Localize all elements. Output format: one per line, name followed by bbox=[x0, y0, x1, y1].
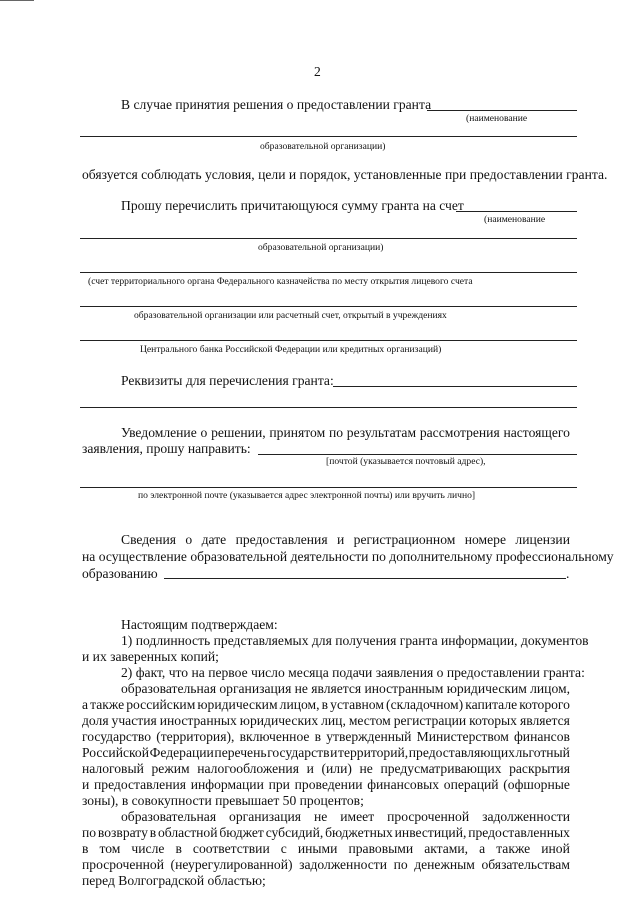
word: дате bbox=[201, 532, 227, 547]
caption-central-bank: Центрального банка Российской Федерации или кредитных организаций) bbox=[140, 344, 442, 355]
word: предоставления bbox=[235, 532, 328, 547]
word: о bbox=[185, 532, 193, 547]
word: включенное bbox=[239, 729, 310, 744]
word: а bbox=[479, 841, 486, 856]
word: российским bbox=[126, 697, 196, 712]
word: юридическим bbox=[446, 681, 527, 696]
word: также bbox=[90, 697, 125, 712]
word: задолженности bbox=[482, 809, 570, 824]
confirmation-heading: Настоящим подтверждаем: bbox=[121, 617, 278, 632]
word: не bbox=[294, 681, 308, 696]
word: просроченной bbox=[387, 809, 470, 824]
word: образовательная bbox=[121, 809, 217, 824]
word: бюджетных bbox=[325, 825, 393, 840]
word: иной bbox=[541, 841, 570, 856]
word: иностранных bbox=[159, 713, 237, 728]
requisites-line-2[interactable] bbox=[80, 407, 577, 408]
word: и bbox=[82, 777, 90, 792]
caption-treasury-account: (счет территориального органа Федерального казначейства по месту открытия лицевого счета bbox=[88, 276, 473, 287]
org-name-line-2[interactable] bbox=[80, 136, 577, 137]
caption-org-2: образовательной организации) bbox=[258, 242, 384, 253]
word: также bbox=[496, 841, 531, 856]
word: а bbox=[82, 697, 89, 712]
word: в bbox=[314, 729, 322, 744]
word: обязательствам bbox=[481, 857, 570, 872]
word: раскрытия bbox=[509, 761, 570, 776]
word: правовыми bbox=[348, 841, 414, 856]
word: просроченной bbox=[82, 857, 164, 872]
confirmation-item-2: 2) факт, что на первое число месяца подачи заявления о предоставлении гранта: bbox=[121, 665, 585, 680]
license-info-line[interactable] bbox=[164, 578, 566, 579]
caption-org-1: образовательной организации) bbox=[260, 141, 386, 152]
word: иными bbox=[297, 841, 338, 856]
word: налогообложения bbox=[197, 761, 299, 776]
word: организация bbox=[219, 681, 292, 696]
word: (складочном) bbox=[386, 697, 464, 712]
word: лицом, bbox=[530, 681, 570, 696]
confirmation-item-1a: 1) подлинность представляемых для получения гранта информации, документов bbox=[121, 633, 589, 648]
word: операций bbox=[443, 777, 499, 792]
word: режим bbox=[151, 761, 190, 776]
para1-line-5 bbox=[82, 745, 570, 761]
word: перечень bbox=[214, 745, 267, 760]
word: финансовых bbox=[367, 777, 440, 792]
word: субсидий, bbox=[265, 825, 324, 840]
word: инвестиций, bbox=[394, 825, 467, 840]
word: информации bbox=[190, 777, 264, 792]
license-line-3: образованию bbox=[82, 566, 158, 581]
word: принятом bbox=[269, 425, 326, 440]
word: Министерством bbox=[416, 729, 509, 744]
word: денежным bbox=[414, 857, 475, 872]
notification-address-line-1[interactable] bbox=[258, 454, 577, 455]
word: государство bbox=[82, 729, 152, 744]
word: задолженности bbox=[299, 857, 387, 872]
word: в bbox=[321, 697, 329, 712]
word: не bbox=[359, 761, 373, 776]
word: Сведения bbox=[121, 532, 177, 547]
word: (неурегулированной) bbox=[170, 857, 293, 872]
para1-line-6 bbox=[82, 761, 570, 777]
para1-line-7 bbox=[82, 777, 570, 793]
word: лиц, bbox=[321, 713, 346, 728]
word: налоговый bbox=[82, 761, 144, 776]
account-org-line-2[interactable] bbox=[80, 238, 577, 239]
word: в bbox=[82, 841, 89, 856]
para1-line-1 bbox=[121, 681, 570, 697]
word: регистрационном bbox=[353, 532, 456, 547]
word: лицом, bbox=[279, 697, 320, 712]
word: финансов bbox=[514, 729, 570, 744]
word: которых bbox=[469, 713, 517, 728]
caption-settlement-account: образовательной организации или расчетный счет, открытый в учреждениях bbox=[134, 310, 447, 321]
para2-line-2 bbox=[82, 825, 570, 841]
para1-line-2 bbox=[82, 697, 570, 713]
para2-line-1 bbox=[121, 809, 570, 825]
para2-line-4 bbox=[82, 857, 570, 873]
word: областной bbox=[157, 825, 218, 840]
word: возврату bbox=[97, 825, 148, 840]
word: о bbox=[200, 425, 208, 440]
caption-naimenovanie-2: (наименование bbox=[484, 214, 546, 225]
word: юридических bbox=[239, 713, 319, 728]
word: образовательная bbox=[121, 681, 217, 696]
para2-line-3 bbox=[82, 841, 570, 857]
word: юридическим bbox=[197, 697, 278, 712]
license-line-1 bbox=[121, 532, 570, 548]
para1-line-4 bbox=[82, 729, 570, 745]
license-end-dot: . bbox=[566, 566, 570, 581]
account-line-1[interactable] bbox=[80, 272, 577, 273]
obligation-text: обязуется соблюдать условия, цели и порядок, установленные при предоставлении гранта. bbox=[82, 167, 608, 182]
word: бюджет bbox=[219, 825, 264, 840]
word: соответствии bbox=[192, 841, 270, 856]
word: предоставления bbox=[94, 777, 187, 792]
org-name-line-1[interactable] bbox=[427, 110, 577, 111]
grant-decision-text: В случае принятия решения о предоставлении гранта bbox=[121, 97, 432, 112]
word: по bbox=[393, 857, 408, 872]
word: (или) bbox=[321, 761, 352, 776]
word: по bbox=[82, 825, 97, 840]
word: актами, bbox=[424, 841, 469, 856]
word: (территория), bbox=[156, 729, 235, 744]
word: настоящего bbox=[503, 425, 570, 440]
word: льготный bbox=[515, 745, 570, 760]
word: утвержденный bbox=[326, 729, 412, 744]
scan-edge-mark bbox=[0, 0, 34, 1]
word: числе bbox=[131, 841, 165, 856]
word: том bbox=[99, 841, 121, 856]
word: местом bbox=[348, 713, 391, 728]
account-line-2[interactable] bbox=[80, 306, 577, 307]
word: организация bbox=[229, 809, 302, 824]
word: иностранным bbox=[364, 681, 444, 696]
caption-naimenovanie-1: (наименование bbox=[466, 113, 528, 124]
caption-email: по электронной почте (указывается адрес электронной почты) или вручить лично] bbox=[138, 490, 476, 501]
word: которого bbox=[519, 697, 570, 712]
word: проведении bbox=[294, 777, 363, 792]
word: государств bbox=[267, 745, 330, 760]
word: предоставленных bbox=[468, 825, 570, 840]
notification-line-1 bbox=[121, 425, 570, 441]
word: Уведомление bbox=[121, 425, 197, 440]
word: предоставляющих bbox=[408, 745, 515, 760]
word: участия bbox=[111, 713, 157, 728]
page-number: 2 bbox=[314, 64, 321, 79]
word: в bbox=[175, 841, 182, 856]
word: капитале bbox=[465, 697, 518, 712]
word: является bbox=[311, 681, 362, 696]
word: результатам bbox=[346, 425, 417, 440]
word: и bbox=[336, 532, 345, 547]
word: и bbox=[306, 761, 314, 776]
word: при bbox=[268, 777, 290, 792]
requisites-label: Реквизиты для перечисления гранта: bbox=[121, 373, 334, 388]
confirmation-item-1b: и их заверенных копий; bbox=[82, 649, 219, 664]
word: в bbox=[149, 825, 157, 840]
word: (офшорные bbox=[503, 777, 570, 792]
word: территорий, bbox=[338, 745, 409, 760]
word: предусматривающих bbox=[380, 761, 502, 776]
para1-last-line: зоны), в совокупности превышает 50 процентов; bbox=[82, 793, 364, 808]
word: регистрации bbox=[393, 713, 467, 728]
transfer-text: Прошу перечислить причитающуюся сумму гранта на счет bbox=[121, 198, 464, 213]
word: лицензии bbox=[515, 532, 570, 547]
word: имеет bbox=[340, 809, 375, 824]
account-org-line-1[interactable] bbox=[456, 211, 577, 212]
word: с bbox=[280, 841, 287, 856]
notification-line-2: заявления, прошу направить: bbox=[82, 441, 251, 456]
word: доля bbox=[82, 713, 109, 728]
word: Российской bbox=[82, 745, 149, 760]
account-line-3[interactable] bbox=[80, 340, 577, 341]
word: не bbox=[313, 809, 328, 824]
word: и bbox=[330, 745, 338, 760]
caption-post: [почтой (указывается почтовый адрес), bbox=[326, 456, 486, 467]
license-line-2: на осуществление образовательной деятельности по дополнительному профессиональному bbox=[82, 549, 614, 564]
word: номере bbox=[464, 532, 507, 547]
para1-line-3 bbox=[82, 713, 570, 729]
word: рассмотрения bbox=[419, 425, 500, 440]
para2-last-line: перед Волгоградской областью; bbox=[82, 873, 266, 888]
word: по bbox=[328, 425, 344, 440]
word: решении, bbox=[211, 425, 266, 440]
notification-address-line-2[interactable] bbox=[80, 487, 577, 488]
word: уставном bbox=[330, 697, 384, 712]
word: Федерации bbox=[149, 745, 214, 760]
requisites-line-1[interactable] bbox=[333, 386, 577, 387]
word: является bbox=[519, 713, 570, 728]
